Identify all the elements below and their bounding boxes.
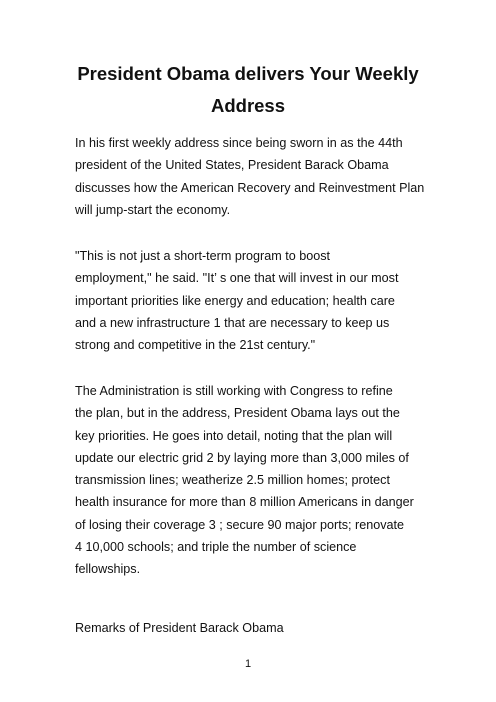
page-title: President Obama delivers Your Weekly Address <box>77 63 419 116</box>
page-number: 1 <box>244 658 252 670</box>
paragraph-remarks-heading: Remarks of President Barack Obama <box>75 621 284 635</box>
paragraph-priorities: The Administration is still working with Congress to refine the plan, but in the address, President Obama lays out the key priorities. He goes into detail, noting that the plan will update our electric grid 2 by laying more than 3,000 miles of transmission lines; weatherize 2.5 million homes; protect health insurance for more than 8 million Americans in danger of losing their coverage 3 ; secure 90 major ports; renovate 4 10,000 schools; and triple the number of science fellowships. <box>75 384 414 577</box>
paragraph-intro: In his first weekly address since being sworn in as the 44th president of the United States, President Barack Obama discusses how the American Recovery and Reinvestment Plan will jump-start the economy. <box>75 136 425 217</box>
paragraph-quote: "This is not just a short-term program to boost employment," he said. "It’ s one that will invest in our most important priorities like energy and education; health care and a new infrastructure 1 that are necessary to keep us strong and competitive in the 21st century." <box>75 249 399 353</box>
